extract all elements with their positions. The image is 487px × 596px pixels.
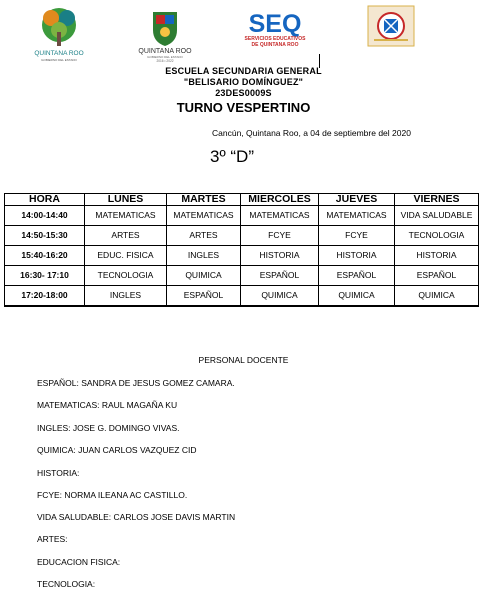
row-hour: 15:40-16:20	[5, 246, 85, 266]
table-cell: MATEMATICAS	[319, 206, 395, 226]
table-row	[5, 246, 479, 266]
date-line: Cancún, Quintana Roo, a 04 de septiembre del 2020	[212, 128, 411, 138]
table-cell: HISTORIA	[319, 246, 395, 266]
table-cell: VIDA SALUDABLE	[395, 206, 479, 226]
table-cell: TECNOLOGIA	[395, 226, 479, 246]
table-cell: QUIMICA	[167, 266, 241, 286]
header-hour: HORA	[5, 194, 85, 206]
table-cell: EDUC. FISICA	[85, 246, 167, 266]
table-cell: QUIMICA	[319, 286, 395, 307]
table-cell: MATEMATICAS	[241, 206, 319, 226]
row-hour: 17:20-18:00	[5, 286, 85, 307]
staff-technology: TECNOLOGIA:	[37, 579, 96, 589]
logo-bar	[0, 0, 487, 62]
staff-math: MATEMATICAS: RAUL MAGAÑA KU	[37, 400, 178, 410]
table-cell: FCYE	[241, 226, 319, 246]
table-cell: TECNOLOGIA	[85, 266, 167, 286]
group-title: 3º “D”	[210, 147, 254, 166]
row-hour: 14:50-15:30	[5, 226, 85, 246]
table-cell: QUIMICA	[395, 286, 479, 307]
logo1-text: QUINTANA ROO	[34, 50, 84, 57]
table-cell: MATEMATICAS	[85, 206, 167, 226]
row-hour: 16:30- 17:10	[5, 266, 85, 286]
staff-title: PERSONAL DOCENTE	[198, 355, 289, 365]
table-cell: ESPAÑOL	[167, 286, 241, 307]
seq-sub2: DE QUINTANA ROO	[251, 42, 299, 48]
quintana-roo-tree-logo	[34, 4, 84, 62]
school-emblem-logo	[366, 4, 416, 48]
table-row	[5, 286, 479, 307]
schedule-table	[4, 193, 479, 307]
header-thursday: JUEVES	[319, 194, 395, 206]
table-cell: HISTORIA	[395, 246, 479, 266]
staff-english: INGLES: JOSE G. DOMINGO VIVAS.	[37, 423, 180, 433]
table-cell: ESPAÑOL	[241, 266, 319, 286]
school-subtitle: "BELISARIO DOMÍNGUEZ"	[183, 77, 304, 87]
header-friday: VIERNES	[395, 194, 479, 206]
header-wednesday: MIERCOLES	[241, 194, 319, 206]
staff-healthy-life: VIDA SALUDABLE: CARLOS JOSE DAVIS MARTIN	[37, 512, 236, 522]
logo2-years: 2016 • 2022	[156, 59, 174, 62]
header-monday: LUNES	[85, 194, 167, 206]
staff-chemistry: QUIMICA: JUAN CARLOS VAZQUEZ CID	[37, 445, 197, 455]
table-cell: MATEMATICAS	[167, 206, 241, 226]
seq-logo	[232, 8, 318, 48]
table-cell: INGLES	[85, 286, 167, 307]
quintana-roo-shield-logo	[130, 8, 200, 62]
staff-fcye: FCYE: NORMA ILEANA AC CASTILLO.	[37, 490, 188, 500]
seq-sub1: SERVICIOS EDUCATIVOS	[244, 36, 306, 42]
table-cell: FCYE	[319, 226, 395, 246]
row-hour: 14:00-14:40	[5, 206, 85, 226]
logo2-sub: GOBIERNO DEL ESTADO	[147, 55, 183, 59]
staff-arts: ARTES:	[37, 534, 68, 544]
logo1-sub: GOBIERNO DEL ESTADO	[41, 58, 77, 62]
table-row	[5, 206, 479, 226]
header-tuesday: MARTES	[167, 194, 241, 206]
staff-history: HISTORIA:	[37, 468, 80, 478]
table-cell: ARTES	[167, 226, 241, 246]
staff-physical-ed: EDUCACION FISICA:	[37, 557, 121, 567]
table-cell: INGLES	[167, 246, 241, 266]
logo2-text: QUINTANA ROO	[138, 48, 192, 55]
table-cell: QUIMICA	[241, 286, 319, 307]
table-cell: HISTORIA	[241, 246, 319, 266]
table-row	[5, 266, 479, 286]
school-code: 23DES0009S	[215, 88, 272, 98]
school-header	[0, 66, 487, 115]
table-cell: ESPAÑOL	[395, 266, 479, 286]
seq-text: SEQ	[248, 10, 302, 38]
school-name: ESCUELA SECUNDARIA GENERAL	[165, 66, 322, 76]
table-cell: ESPAÑOL	[319, 266, 395, 286]
table-row	[5, 226, 479, 246]
schedule-header-row	[5, 194, 479, 206]
shift-title: TURNO VESPERTINO	[176, 100, 311, 115]
staff-spanish: ESPAÑOL: SANDRA DE JESUS GOMEZ CAMARA.	[37, 378, 235, 388]
table-cell: ARTES	[85, 226, 167, 246]
